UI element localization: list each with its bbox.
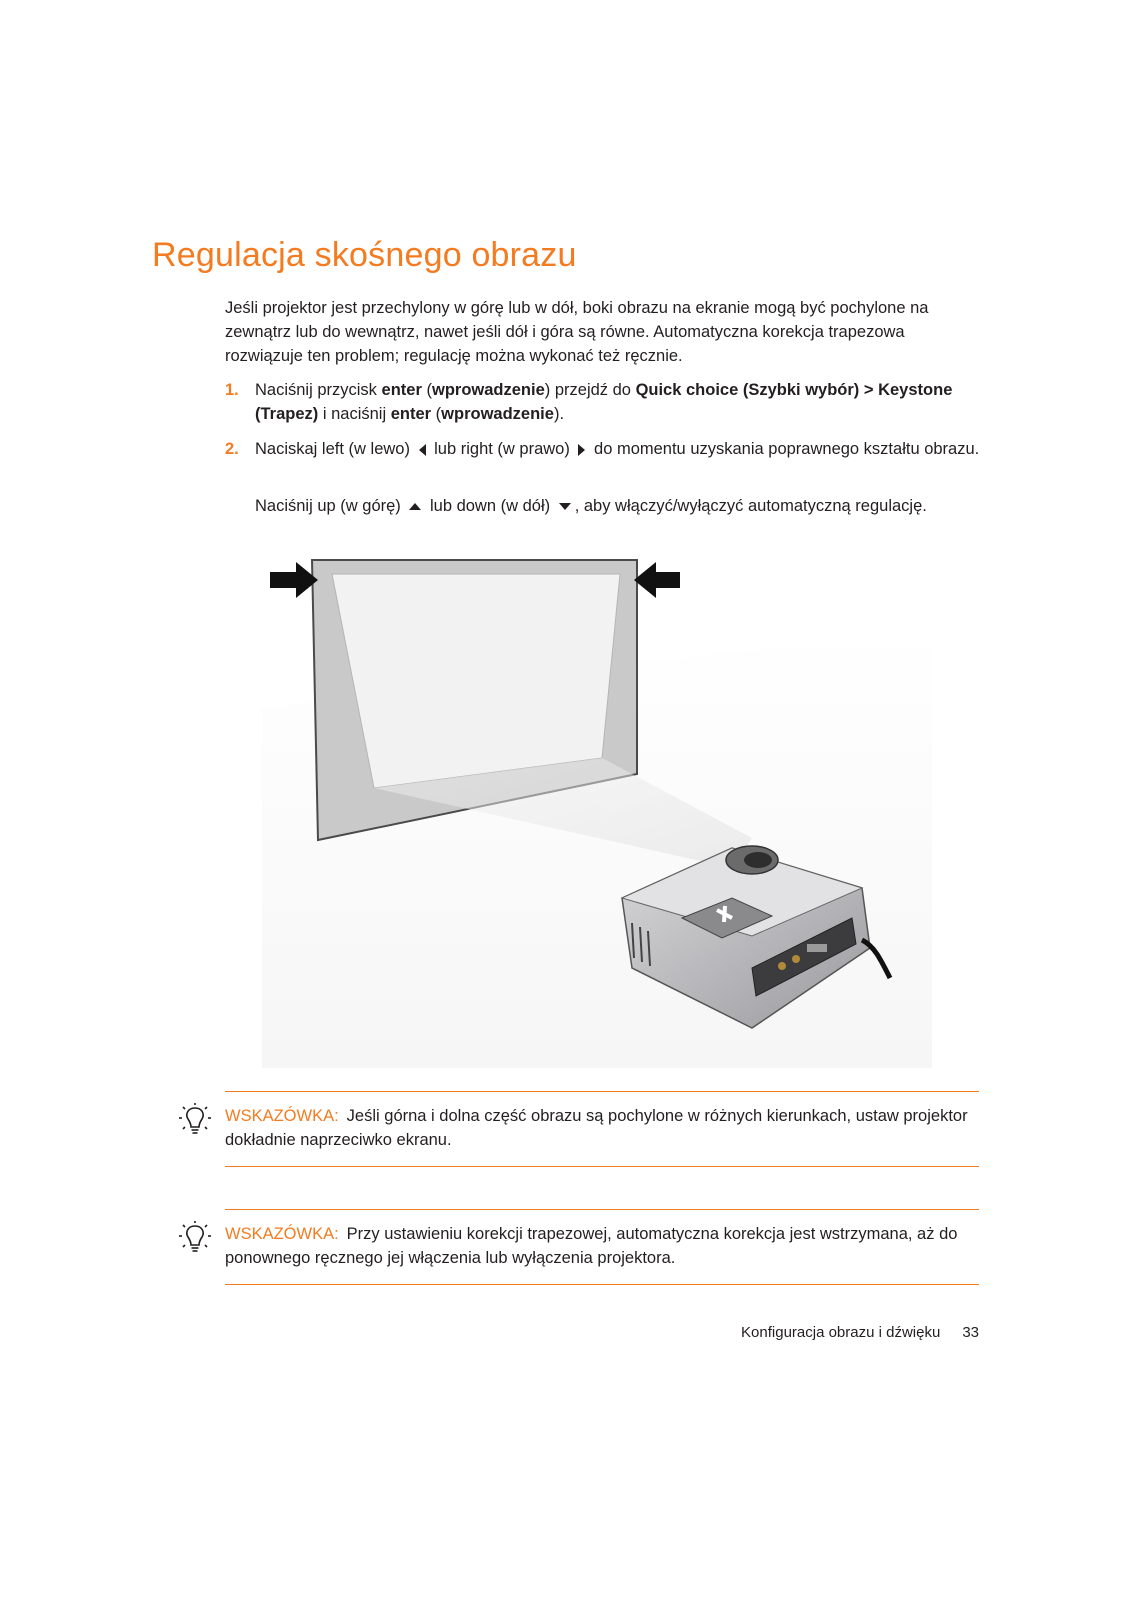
tip-text: Przy ustawieniu korekcji trapezowej, automatyczna korekcja jest wstrzymana, aż do ponownego ręcznego jej włączenia lub wyłączenia projektora. [225,1225,958,1267]
step-text: Naciskaj left (w lewo) lub right (w prawo) do momentu uzyskania poprawnego kształtu obrazu. [255,440,980,458]
footer-section: Konfiguracja obrazu i dźwięku [741,1324,941,1341]
tip-label: WSKAZÓWKA: [225,1107,339,1125]
tip-text: Jeśli górna i dolna część obrazu są pochylone w różnych kierunkach, ustaw projektor dokładnie naprzeciwko ekranu. [225,1107,968,1149]
left-arrow-icon [419,444,426,456]
page-footer [741,1324,979,1341]
tip-box [225,1091,979,1167]
intro-paragraph: Jeśli projektor jest przechylony w górę lub w dół, boki obrazu na ekranie mogą być pochylone na zewnątrz lub do wewnątrz, nawet jeśli dół i góra są równe. Automatyczna korekcja trapezowa rozwiązuje ten problem; regulację można wykonać też ręcznie. [225,299,929,365]
up-arrow-icon [409,503,421,510]
substep-text: Naciśnij up (w górę) lub down (w dół) , aby włączyć/wyłączyć automatyczną regulację. [255,497,927,515]
step-2 [225,437,985,461]
lightbulb-icon [177,1220,213,1263]
tip-box [225,1209,979,1285]
page-number: 33 [962,1324,979,1341]
right-arrow-icon [578,444,585,456]
projector-screen-illustration [262,548,932,1068]
page-title: Regulacja skośnego obrazu [152,236,577,274]
step-number: 1. [225,381,239,399]
keystone-illustration [262,548,932,1073]
lightbulb-icon [177,1102,213,1145]
step-number: 2. [225,440,239,458]
tip-label: WSKAZÓWKA: [225,1225,339,1243]
down-arrow-icon [559,503,571,510]
step-text: Naciśnij przycisk enter (wprowadzenie) przejdź do Quick choice (Szybki wybór) > Keystone (Trapez) i naciśnij enter (wprowadzenie). [255,381,953,423]
step-1 [225,378,985,426]
